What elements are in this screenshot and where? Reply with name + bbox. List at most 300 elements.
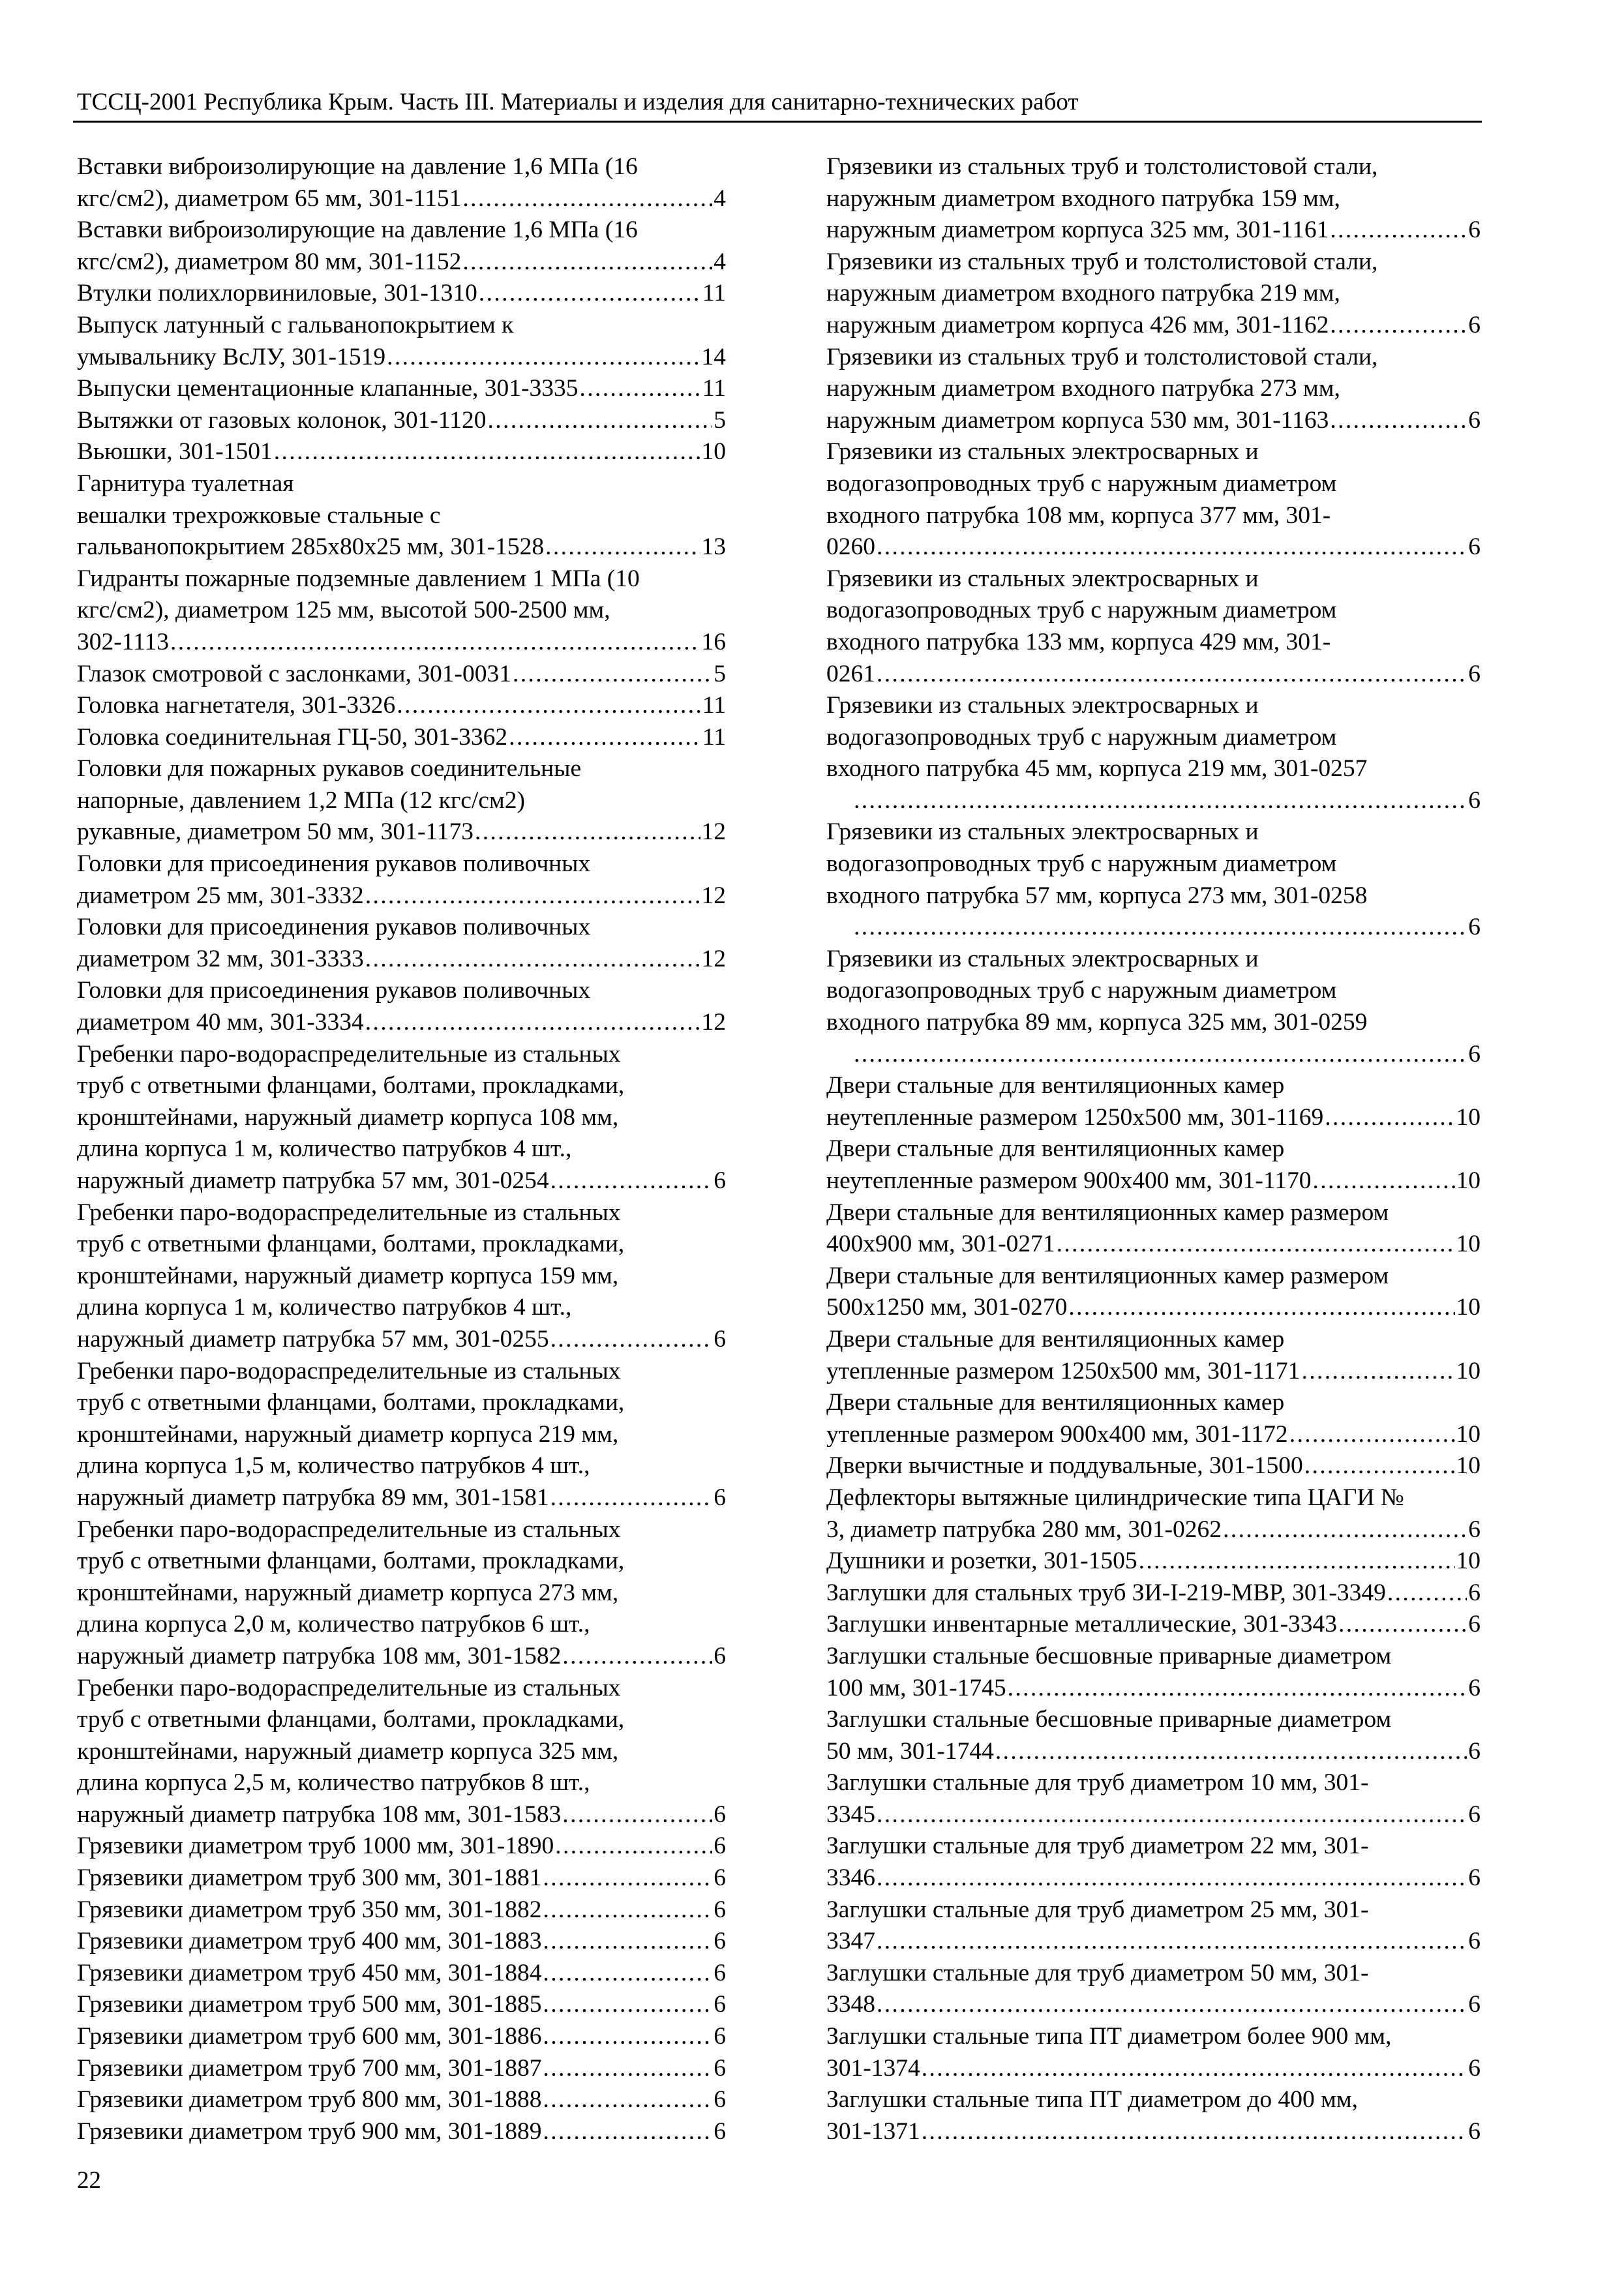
index-entry-page: 12	[701, 882, 726, 909]
dot-leader	[365, 944, 700, 976]
index-entry-text: 0260	[826, 533, 875, 561]
index-entry-page: 6	[714, 1484, 726, 1511]
index-entry-page: 11	[702, 723, 726, 751]
index-entry-text: Грязевики из стальных электросварных и	[826, 692, 1259, 719]
index-entry-page: 6	[1468, 914, 1481, 941]
index-entry	[826, 1578, 1481, 1609]
index-entry-page: 10	[1456, 1452, 1481, 1480]
index-entry	[77, 1831, 726, 1863]
index-entry	[826, 816, 1481, 943]
index-entry-text: Дверки вычистные и поддувальные, 301-1500	[826, 1452, 1303, 1480]
index-entry-page: 6	[1468, 660, 1481, 687]
dot-leader	[562, 1641, 712, 1673]
index-entry-text: водогазопроводных труб с наружным диаметром	[826, 723, 1337, 751]
index-entry-page: 10	[1456, 1357, 1481, 1384]
dot-leader	[479, 278, 701, 310]
index-entry-text: Головка нагнетателя, 301-3326	[77, 692, 396, 719]
index-entry-page: 11	[702, 692, 726, 719]
index-entry-text: Головки для присоединения рукавов поливочных	[77, 850, 591, 878]
index-entry-page: 6	[1468, 1040, 1481, 1068]
index-entry-page: 6	[1468, 2117, 1481, 2145]
index-entry-text: наружным диаметром корпуса 530 мм, 301-1163	[826, 406, 1329, 434]
index-entry-page: 6	[714, 1864, 726, 1892]
dot-leader	[877, 1926, 1467, 1958]
index-entry-text: 500x1250 мм, 301-0270	[826, 1294, 1068, 1321]
dot-leader	[854, 785, 1467, 817]
index-entry-text: Грязевики из стальных электросварных и	[826, 565, 1259, 592]
index-entry	[77, 2053, 726, 2085]
index-entry-text: Душники и розетки, 301-1505	[826, 1548, 1137, 1575]
index-entry	[826, 563, 1481, 690]
index-entry	[826, 1894, 1481, 1958]
index-entry	[826, 1704, 1481, 1767]
index-entry-text: Заглушки стальные бесшовные приварные диаметром	[826, 1642, 1392, 1669]
index-entry-text: Гребенки паро-водораспределительные из стальных	[77, 1674, 621, 1701]
index-entry	[826, 1831, 1481, 1894]
index-entry-page: 6	[714, 1642, 726, 1669]
dot-leader	[543, 1989, 713, 2021]
index-entry-text: кгс/см2), диаметром 125 мм, высотой 500-2500 мм,	[77, 597, 610, 624]
index-entry-text: 301-1374	[826, 2054, 920, 2082]
index-entry-text: Грязевики из стальных труб и толстолистовой стали,	[826, 153, 1378, 180]
index-entry-text: Грязевики диаметром труб 300 мм, 301-1881	[77, 1864, 542, 1892]
index-entry-text: неутепленные размером 1250x500 мм, 301-1169	[826, 1103, 1324, 1131]
index-entry-text: 100 мм, 301-1745	[826, 1674, 1006, 1701]
index-entry-text: входного патрубка 57 мм, корпуса 273 мм, 301-0258	[826, 882, 1368, 909]
dot-leader	[1330, 405, 1467, 437]
index-entry-text: Двери стальные для вентиляционных камер	[826, 1135, 1285, 1163]
dot-leader	[543, 2084, 713, 2116]
index-entry-text: Грязевики диаметром труб 900 мм, 301-1889	[77, 2117, 542, 2145]
dot-leader	[854, 1039, 1467, 1071]
index-entry-text: входного патрубка 108 мм, корпуса 377 мм, 301-	[826, 501, 1331, 529]
index-entry	[77, 1863, 726, 1894]
dot-leader	[1057, 1229, 1455, 1261]
index-entry-text: Грязевики диаметром труб 350 мм, 301-1882	[77, 1896, 542, 1923]
dot-leader	[877, 531, 1467, 563]
index-entry	[77, 278, 726, 310]
index-entry-text: Гарнитура туалетная	[77, 470, 294, 497]
index-entry-text: труб с ответными фланцами, болтами, прокладками,	[77, 1706, 625, 1733]
dot-leader	[550, 1324, 713, 1356]
index-entry-page: 6	[1468, 1928, 1481, 1955]
index-entry-text: Глазок смотровой с заслонками, 301-0031	[77, 660, 512, 687]
index-entry-text: 302-1113	[77, 628, 169, 655]
index-entry-page: 6	[714, 1833, 726, 1860]
page-number: 22	[77, 2167, 101, 2194]
index-entry-page: 6	[1468, 311, 1481, 338]
index-entry	[77, 373, 726, 405]
index-entry	[77, 690, 726, 722]
index-entry	[77, 1356, 726, 1514]
dot-leader	[543, 1926, 713, 1958]
index-entry-text: Грязевики диаметром труб 800 мм, 301-1888	[77, 2086, 542, 2114]
index-entry-text: Гидранты пожарные подземные давлением 1 МПа (10	[77, 565, 640, 592]
dot-leader	[995, 1736, 1467, 1768]
index-entry-page: 5	[714, 406, 726, 434]
index-column-left	[77, 151, 726, 2147]
index-entry	[77, 1673, 726, 1831]
index-entry	[826, 1958, 1481, 2021]
index-entry-text: 301-1371	[826, 2117, 920, 2145]
index-entry-text: Грязевики диаметром труб 400 мм, 301-1883	[77, 1928, 542, 1955]
index-entry	[826, 1133, 1481, 1197]
index-entry-text: длина корпуса 2,5 м, количество патрубков 8 шт.,	[77, 1769, 590, 1797]
index-entry	[826, 1546, 1481, 1578]
dot-leader	[1330, 310, 1467, 342]
index-entry-text: Грязевики из стальных электросварных и	[826, 945, 1259, 972]
index-entry	[826, 1767, 1481, 1831]
index-entry-page: 6	[714, 1959, 726, 1986]
index-entry-page: 5	[714, 660, 726, 687]
index-entry	[826, 1482, 1481, 1546]
index-entry-text: наружным диаметром корпуса 325 мм, 301-1161	[826, 217, 1329, 244]
index-entry-page: 6	[714, 1801, 726, 1828]
index-entry-text: диаметром 40 мм, 301-3334	[77, 1009, 364, 1036]
dot-leader	[387, 342, 700, 374]
index-entry-text: Головки для присоединения рукавов поливочных	[77, 977, 591, 1004]
dot-leader	[543, 2053, 713, 2085]
index-entry-page: 6	[1468, 1864, 1481, 1892]
index-entry-page: 6	[1468, 1674, 1481, 1701]
dot-leader	[579, 373, 700, 405]
index-entry-text: длина корпуса 1 м, количество патрубков 4 шт.,	[77, 1294, 572, 1321]
index-entry-text: Заглушки стальные для труб диаметром 10 мм, 301-	[826, 1769, 1369, 1797]
index-entry-page: 11	[702, 375, 726, 402]
index-entry	[77, 1958, 726, 1990]
index-entry-text: длина корпуса 1 м, количество патрубков 4 шт.,	[77, 1135, 572, 1163]
index-entry	[826, 1261, 1481, 1324]
dot-leader	[475, 816, 700, 848]
index-entry	[77, 1989, 726, 2021]
index-entry	[77, 975, 726, 1038]
index-entry	[77, 2116, 726, 2148]
index-entry-text: труб с ответными фланцами, болтами, прокладками,	[77, 1389, 625, 1416]
index-entry	[826, 1070, 1481, 1133]
index-entry-text: Заглушки стальные для труб диаметром 25 мм, 301-	[826, 1896, 1369, 1923]
dot-leader	[543, 1894, 713, 1926]
dot-leader	[1223, 1514, 1467, 1546]
dot-leader	[488, 405, 713, 437]
index-entry-page: 12	[701, 1009, 726, 1036]
index-entry-page: 10	[1456, 1294, 1481, 1321]
index-entry-text: 3347	[826, 1928, 875, 1955]
dot-leader	[1312, 1165, 1454, 1197]
index-entry-text: Заглушки стальные для труб диаметром 50 мм, 301-	[826, 1959, 1369, 1986]
index-entry-text: Выпуск латунный с гальванопокрытием к	[77, 311, 514, 338]
index-entry-text: Грязевики диаметром труб 1000 мм, 301-1890	[77, 1833, 554, 1860]
index-entry-text: наружным диаметром входного патрубка 159 мм,	[826, 185, 1340, 212]
index-entry-text: 3345	[826, 1801, 875, 1828]
index-entry-text: наружный диаметр патрубка 57 мм, 301-0255	[77, 1325, 549, 1353]
dot-leader	[922, 2116, 1467, 2148]
index-entry-text: наружным диаметром входного патрубка 219 мм,	[826, 280, 1340, 307]
dot-leader	[1330, 215, 1467, 247]
index-entry-page: 12	[701, 945, 726, 972]
index-entry-text: длина корпуса 2,0 м, количество патрубков 6 шт.,	[77, 1611, 590, 1638]
dot-leader	[1387, 1578, 1467, 1609]
index-entry-text: Грязевики диаметром труб 450 мм, 301-1884	[77, 1959, 542, 1986]
index-entry-text: Грязевики из стальных электросварных и	[826, 818, 1259, 846]
index-entry	[826, 690, 1481, 816]
index-entry-page: 6	[714, 1325, 726, 1353]
index-entry	[77, 1926, 726, 1958]
index-entry-text: труб с ответными фланцами, болтами, прокладками,	[77, 1072, 625, 1100]
index-entry	[77, 659, 726, 691]
index-entry-text: водогазопроводных труб с наружным диаметром	[826, 470, 1337, 497]
dot-leader	[274, 436, 700, 468]
index-entry-page: 13	[701, 533, 726, 561]
index-entry-text: Вытяжки от газовых колонок, 301-1120	[77, 406, 487, 434]
dot-leader	[543, 1863, 713, 1894]
index-entry-page: 6	[714, 1167, 726, 1194]
index-entry	[826, 1609, 1481, 1641]
dot-leader	[365, 1007, 700, 1039]
header-title: ТССЦ-2001 Республика Крым. Часть III. Материалы и изделия для санитарно-технических работ	[77, 89, 1079, 115]
index-entry	[77, 436, 726, 468]
index-entry-text: Головки для присоединения рукавов поливочных	[77, 914, 591, 941]
dot-leader	[170, 627, 700, 659]
index-entry	[77, 1039, 726, 1197]
index-entry-text: водогазопроводных труб с наружным диаметром	[826, 597, 1337, 624]
index-entry-text: водогазопроводных труб с наружным диаметром	[826, 850, 1337, 878]
dot-leader	[1068, 1292, 1454, 1324]
index-entry-text: Грязевики из стальных электросварных и	[826, 438, 1259, 466]
dot-leader	[543, 2116, 713, 2148]
index-entry-text: Заглушки стальные типа ПТ диаметром до 400 мм,	[826, 2086, 1358, 2114]
dot-leader	[877, 1799, 1467, 1831]
index-entry-text: Двери стальные для вентиляционных камер размером	[826, 1199, 1389, 1226]
index-entry-text: Вьюшки, 301-1501	[77, 438, 273, 466]
index-entry-text: Гребенки паро-водораспределительные из стальных	[77, 1040, 621, 1068]
index-entry-text: Дефлекторы вытяжные цилиндрические типа ЦАГИ №	[826, 1484, 1404, 1511]
index-entry	[826, 1197, 1481, 1261]
index-entry-text: наружный диаметр патрубка 57 мм, 301-0254	[77, 1167, 549, 1194]
index-entry-page: 16	[701, 628, 726, 655]
index-entry-text: 3346	[826, 1864, 875, 1892]
index-entry-text: Головка соединительная ГЦ-50, 301-3362	[77, 723, 508, 751]
index-entry-text: Выпуски цементационные клапанные, 301-3335	[77, 375, 579, 402]
index-entry-text: Гребенки паро-водораспределительные из стальных	[77, 1516, 621, 1543]
index-entry-text: Грязевики диаметром труб 700 мм, 301-1887	[77, 2054, 542, 2082]
index-entry-page: 10	[1456, 1231, 1481, 1258]
index-entry-text: Заглушки стальные типа ПТ диаметром более 900 мм,	[826, 2023, 1392, 2050]
index-entry-text: наружный диаметр патрубка 108 мм, 301-1583	[77, 1801, 562, 1828]
index-entry	[826, 342, 1481, 437]
index-entry	[77, 848, 726, 912]
index-entry-page: 6	[714, 2054, 726, 2082]
index-entry-page: 6	[1468, 786, 1481, 814]
index-entry	[826, 1641, 1481, 1704]
index-entry	[77, 215, 726, 278]
index-entry-text: неутепленные размером 900x400 мм, 301-1170	[826, 1167, 1312, 1194]
dot-leader	[397, 690, 701, 722]
index-entry	[77, 2021, 726, 2053]
index-entry-text: Двери стальные для вентиляционных камер	[826, 1325, 1285, 1353]
dot-leader	[562, 1799, 712, 1831]
index-entry-page: 6	[714, 1928, 726, 1955]
index-entry-text: Заглушки для стальных труб ЗИ-I-219-МВР, 301-3349	[826, 1579, 1386, 1606]
index-entry-text: наружный диаметр патрубка 108 мм, 301-1582	[77, 1642, 562, 1669]
index-entry	[77, 1197, 726, 1356]
dot-leader	[543, 1958, 713, 1990]
index-entry-text: Грязевики диаметром труб 500 мм, 301-1885	[77, 1991, 542, 2018]
index-entry-text: напорные, давлением 1,2 МПа (12 кгс/см2)	[77, 786, 525, 814]
dot-leader	[1289, 1419, 1455, 1451]
index-entry-text: наружный диаметр патрубка 89 мм, 301-1581	[77, 1484, 549, 1511]
index-entry	[77, 310, 726, 373]
index-entry	[77, 151, 726, 215]
index-entry-page: 6	[714, 1991, 726, 2018]
dot-leader	[1301, 1356, 1454, 1388]
index-entry-page: 6	[1468, 1516, 1481, 1543]
index-entry-text: кронштейнами, наружный диаметр корпуса 219 мм,	[77, 1420, 619, 1448]
index-entry-page: 10	[1456, 1420, 1481, 1448]
dot-leader	[1008, 1673, 1467, 1705]
index-entry-text: Заглушки стальные для труб диаметром 22 мм, 301-	[826, 1833, 1369, 1860]
dot-leader	[365, 880, 700, 912]
index-entry	[826, 247, 1481, 342]
index-entry-text: 3, диаметр патрубка 280 мм, 301-0262	[826, 1516, 1222, 1543]
dot-leader	[1338, 1609, 1467, 1641]
index-entry	[77, 563, 726, 659]
index-entry-text: длина корпуса 1,5 м, количество патрубков 4 шт.,	[77, 1452, 590, 1480]
dot-leader	[922, 2053, 1467, 2085]
index-entry-text: Двери стальные для вентиляционных камер	[826, 1389, 1285, 1416]
dot-leader	[543, 2021, 713, 2053]
index-entry-text: рукавные, диаметром 50 мм, 301-1173	[77, 818, 474, 846]
index-entry-text: труб с ответными фланцами, болтами, прокладками,	[77, 1231, 625, 1258]
index-entry-text: 400x900 мм, 301-0271	[826, 1231, 1055, 1258]
dot-leader	[462, 247, 712, 278]
index-entry-page: 6	[714, 1896, 726, 1923]
index-entry-text: вешалки трехрожковые стальные с	[77, 501, 441, 529]
index-entry-text: Вставки виброизолирующие на давление 1,6 МПа (16	[77, 217, 638, 244]
index-entry	[77, 753, 726, 848]
index-entry	[826, 1387, 1481, 1450]
index-entry-text: 3348	[826, 1991, 875, 2018]
index-entry	[826, 2021, 1481, 2084]
index-entry-page: 10	[1456, 1167, 1481, 1194]
index-entry-text: наружным диаметром входного патрубка 273 мм,	[826, 375, 1340, 402]
index-entry	[77, 912, 726, 975]
index-entry-page: 4	[714, 185, 726, 212]
index-entry-text: кгс/см2), диаметром 65 мм, 301-1151	[77, 185, 462, 212]
index-entry-page: 6	[1468, 406, 1481, 434]
index-entry-text: Головки для пожарных рукавов соединительные	[77, 755, 582, 783]
index-entry-text: 50 мм, 301-1744	[826, 1737, 994, 1765]
index-entry	[826, 436, 1481, 563]
dot-leader	[877, 1989, 1467, 2021]
index-entry-page: 6	[714, 2023, 726, 2050]
index-entry-text: Грязевики из стальных труб и толстолистовой стали,	[826, 248, 1378, 275]
dot-leader	[545, 531, 700, 563]
index-entry-text: кронштейнами, наружный диаметр корпуса 159 мм,	[77, 1262, 619, 1289]
index-entry-text: входного патрубка 89 мм, корпуса 325 мм, 301-0259	[826, 1009, 1368, 1036]
index-entry-page: 6	[1468, 217, 1481, 244]
index-entry-text: утепленные размером 1250x500 мм, 301-1171	[826, 1357, 1301, 1384]
index-entry-text: Двери стальные для вентиляционных камер размером	[826, 1262, 1389, 1289]
index-entry-text: входного патрубка 133 мм, корпуса 429 мм, 301-	[826, 628, 1331, 655]
index-entry-page: 6	[714, 2086, 726, 2114]
index-entry-page: 10	[1456, 1548, 1481, 1575]
index-entry-page: 10	[1456, 1103, 1481, 1131]
index-entry-text: водогазопроводных труб с наружным диаметром	[826, 977, 1337, 1004]
index-entry-text: Заглушки стальные бесшовные приварные диаметром	[826, 1706, 1392, 1733]
index-entry-text: входного патрубка 45 мм, корпуса 219 мм, 301-0257	[826, 755, 1368, 783]
index-entry-page: 10	[701, 438, 726, 466]
index-entry-text: Грязевики диаметром труб 600 мм, 301-1886	[77, 2023, 542, 2050]
index-entry	[77, 722, 726, 754]
index-column-right	[826, 151, 1481, 2147]
index-entry-text: Двери стальные для вентиляционных камер	[826, 1072, 1285, 1100]
dot-leader	[462, 183, 712, 215]
index-entry-text: Вставки виброизолирующие на давление 1,6 МПа (16	[77, 153, 638, 180]
dot-leader	[550, 1165, 713, 1197]
index-entry-text: гальванопокрытием 285x80x25 мм, 301-1528	[77, 533, 545, 561]
dot-leader	[1139, 1546, 1455, 1578]
dot-leader	[877, 659, 1467, 691]
index-entry-text: утепленные размером 900x400 мм, 301-1172	[826, 1420, 1288, 1448]
index-entry	[77, 468, 726, 563]
index-entry-text: кронштейнами, наружный диаметр корпуса 325 мм,	[77, 1737, 619, 1765]
index-entry-text: Грязевики из стальных труб и толстолистовой стали,	[826, 343, 1378, 370]
index-entry-page: 6	[1468, 2054, 1481, 2082]
index-entry-page: 6	[1468, 1991, 1481, 2018]
index-entry-text: кронштейнами, наружный диаметр корпуса 273 мм,	[77, 1579, 619, 1606]
index-entry-page: 6	[714, 2117, 726, 2145]
index-entry	[826, 1450, 1481, 1482]
index-entry-text: 0261	[826, 660, 875, 687]
index-entry	[826, 151, 1481, 247]
dot-leader	[1325, 1102, 1454, 1134]
dot-leader	[509, 722, 701, 754]
dot-leader	[854, 912, 1467, 944]
index-entry-page: 6	[1468, 1737, 1481, 1765]
index-entry-page: 6	[1468, 1611, 1481, 1638]
index-entry-text: кгс/см2), диаметром 80 мм, 301-1152	[77, 248, 462, 275]
index-entry-text: Гребенки паро-водораспределительные из стальных	[77, 1199, 621, 1226]
index-entry-text: наружным диаметром корпуса 426 мм, 301-1162	[826, 311, 1329, 338]
index-entry	[826, 1324, 1481, 1387]
index-entry-page: 6	[1468, 1801, 1481, 1828]
index-entry-text: диаметром 32 мм, 301-3333	[77, 945, 364, 972]
index-entry	[77, 1514, 726, 1673]
index-entry-page: 14	[701, 343, 726, 370]
header-rule	[73, 121, 1482, 123]
dot-leader	[877, 1863, 1467, 1894]
index-entry	[826, 944, 1481, 1070]
index-entry-page: 12	[701, 818, 726, 846]
index-entry-text: Гребенки паро-водораспределительные из стальных	[77, 1357, 621, 1384]
dot-leader	[1304, 1450, 1455, 1482]
index-entry-text: труб с ответными фланцами, болтами, прокладками,	[77, 1548, 625, 1575]
index-entry	[826, 2084, 1481, 2147]
index-entry	[77, 405, 726, 437]
dot-leader	[513, 659, 712, 691]
index-entry-text: кронштейнами, наружный диаметр корпуса 108 мм,	[77, 1103, 619, 1131]
index-entry-page: 6	[1468, 1579, 1481, 1606]
index-entry	[77, 1894, 726, 1926]
index-entry	[77, 2084, 726, 2116]
index-entry-page: 4	[714, 248, 726, 275]
index-entry-page: 6	[1468, 533, 1481, 561]
index-entry-text: умывальнику ВсЛУ, 301-1519	[77, 343, 386, 370]
dot-leader	[555, 1831, 712, 1863]
index-entry-text: диаметром 25 мм, 301-3332	[77, 882, 364, 909]
index-entry-text: Заглушки инвентарные металлические, 301-3343	[826, 1611, 1337, 1638]
index-entry-text: Втулки полихлорвиниловые, 301-1310	[77, 280, 477, 307]
